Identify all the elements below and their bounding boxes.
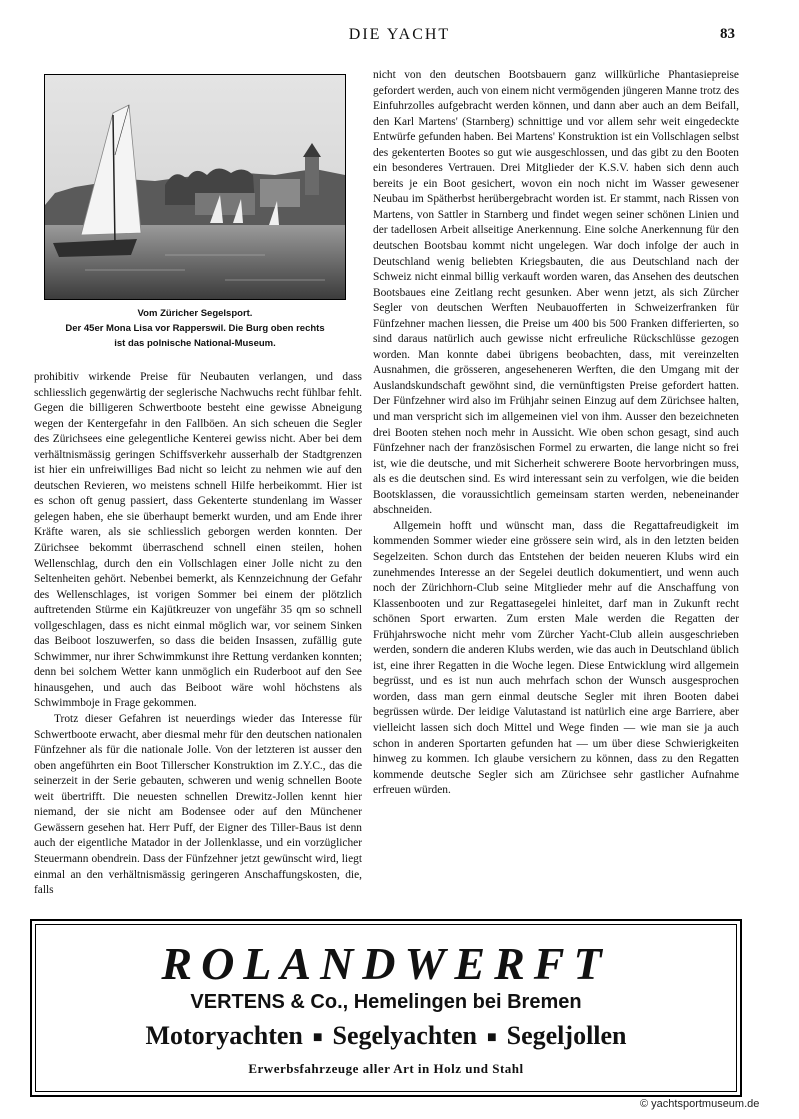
caption-text-2: ist das polnische National-Museum.	[114, 338, 276, 349]
paragraph: prohibitiv wirkende Preise für Neubauten verlangen, und dass schliesslich gegenwärtig der seglerische Nachwuchs recht fühlbar fehlt. Gegen die billigeren Schwertboote besteht eine gewisse Abneigung wegen der Kentergefahr in den Fallböen. An sich scheuen die Segler des Zürichsees eine gelegentliche Kenterei gewiss nicht. Aber bei dem verhältnismässig geringen Schiffsverkehr ausserhalb der Stadtgrenzen ist hier ein unfreiwilliges Bad nicht so leicht zu nehmen wie auf den deutschen Revieren, wo meistens schnell Hilfe herbeikommt. Hier ist es schon oft genug passiert, dass Gekenterte stundenlang im Wasser gelegen haben, ehe sie überhaupt bemerkt wurden, und am Ende ihrer Kräfte waren, als sie schliesslich geborgen werden konnten. Der Zürichsee bekommt überraschend schnell einen steilen, hohen Wellenschlag, durch den ein Vollschlagen einer Jolle nicht zu den Seltenheiten gehört. Nebenbei bemerkt, als Kennzeichnung der Gefahr des Wellenschlages, ist vorigen Sommer bei einem der plötzlich auftretenden Stürme ein Kajütkreuzer von ungefähr 35 qm so schnell vollgeschlagen, dass es nicht einmal möglich war, vor seinem Sinken das Beiboot loszuwerfen, so dass die beiden Insassen, zufällig gute Schwimmer, nur ihrer Schwimmkunst ihre Rettung verdanken konnten; denn bei solchem Wetter kann unmöglich ein Ruderboot auf den See hinausgehen, und auch das Beiboot wäre wohl höchstens als Schwimmboje in Frage gekommen.	[34, 371, 362, 710]
square-separator-icon: ■	[312, 1029, 323, 1047]
article-column-left	[34, 370, 362, 899]
ad-products	[32, 1021, 740, 1051]
ad-brand: ROLANDWERFT	[161, 938, 611, 989]
ad-product: Segeljollen	[506, 1021, 627, 1050]
photo-caption	[36, 306, 354, 351]
page-number: 83	[720, 26, 735, 42]
running-title: DIE YACHT	[348, 26, 451, 43]
paragraph: Trotz dieser Gefahren ist neuerdings wieder das Interesse für Schwertboote erwacht, aber diesmal mehr für den deutschen nationalen Fünfzehner als für die nationale Jolle. Von der letzteren ist ausser den oben angeführten ein Boot Tillerscher Konstruktion im Z.Y.C., das die seinerzeit in der Serie gebauten, schweren und wenig schnellen Boote weit übertrifft. Die neuesten schnellen Drewitz-Jollen kennt hier niemand, der sie nicht am Bodensee oder auf den Münchener Gewässern gesehen hat. Herr Puff, der Eigner des Tiller-Baus ist denn auch der eigentliche Matador in der Jollenklasse, und ein vorzüglicher Steuermann obendrein. Dass der Fünfzehner jetzt gewünscht wird, liegt einmal an den verhältnismässig geringeren Anschaffungskosten, die, falls	[34, 713, 362, 897]
sailboat-photo	[44, 74, 346, 300]
ad-product: Segelyachten	[332, 1021, 477, 1050]
paragraph: nicht von den deutschen Bootsbauern ganz willkürliche Phantasiepreise gefordert werden, auch von einem nicht vermögenden jüngeren Manne trotz des Einfuhrzolles aufgebracht werden können, und dann aber auch an dem Beifall, den Karl Martens' (Starnberg) schnittige und vor allem sehr weit eingedeckte Entwürfe gefunden haben. Bei Martens' Konstruktion ist ein Vollschlagen selbst des gekenterten Bootes so gut wie ausgeschlossen, und das gibt zu den Booten ein besonderes Vertrauen. Drei Mitglieder der K.S.V. haben sich denn auch bereits je ein Boot gesichert, wovon ein noch nicht im Wasser gewesener Neubau im Spätherbst herübergebracht worden ist. Er stammt, nach Rissen von Martens, von Sattler in Starnberg und findet wegen seiner schönen Linien und der tadellosen Arbeit allseitige Anerkennung. Eine solche Anerkennung für den deutschen Bootsbau kommt nicht ungelegen. War doch infolge der auch in Deutschland wenig beliebten Kriegsbauten, die aus Deutschland nach der Schweiz nicht einmal billig verkauft worden waren, das Ansehen des deutschen Bootsbaues eine Zeitlang recht gesunken. Aber wenn jetzt, als sich Zürcher Segler von deutschen Werften Neubauofferten in Schweizerfranken für Fünfzehner machen liessen, die Preise um 400 bis 500 Franken differierten, so sind daraus natürlich auch gewisse nicht erfreuliche Rückschlüsse gezogen worden. Man konnte dabei übrigens beobachten, dass, mit vereinzelten Ausnahmen, die grösseren, angeseheneren Werften, die den Umgang mit der Auslandskundschaft gewöhnt sind, die vernünftigsten Preise gefordert hatten. Der Fünfzehner wird also im Frühjahr seinen Einzug auf dem Zürichsee halten, und man verspricht sich im allgemeinen viel von ihm. Ausser den bezeichneten drei Booten stehen noch mehr in Aussicht. Wie oben schon gesagt, sind auch Fünfzehner nach der französischen Formel zu erwarten, die lange nicht so frei ist, wie die deutsche, und mit Sicherheit schwerere Boote hervorbringen muss, als es die deutschen sind. Es wird interessant sein zu verfolgen, wie die beiden Bootsklassen, die voraussichtlich gemeinsam starten werden, nebeneinander abschneiden.	[373, 69, 739, 517]
square-separator-icon: ■	[486, 1029, 497, 1047]
advertisement	[30, 919, 742, 1097]
caption-title: Vom Züricher Segelsport.	[137, 308, 253, 319]
paragraph: Allgemein hofft und wünscht man, dass die Regattafreudigkeit im kommenden Sommer wieder eine grössere sein wird, als in den letzten beiden Segelzeiten. Schon durch das Entstehen der beiden neueren Klubs wird ein zunehmendes Interesse an der Segelei deutlich dokumentiert, und wenn auch noch der Zürichhorn-Club seine Mitglieder mehr auf die Anschaffung von Klassenbooten und zur Regattasegelei hinleitet, darf man in Zukunft recht schönen Sport erwarten. Zum ersten Male werden die Regatten der Frühjahrswoche nicht mehr vom Zürcher Yacht-Club allein ausgeschrieben werden, sondern die anderen Klubs werden, wie das auch in Deutschland üblich ist, eine ihrer Regatten in die Woche legen. Diese Entwicklung wird allgemein begrüsst, und es ist nun auch mehrfach schon der Wunsch ausgesprochen worden, dass man gern einmal deutsche Segler mit ihren Booten dabei begrüssen würde. Der leidige Valutastand ist natürlich eine arge Barriere, aber vielleicht lassen sich doch Mittel und Wege finden — wie man sie ja auch schon in anderen Sportarten gefunden hat — um über diese Schwierigkeiten hinweg zu kommen. Ich glaube versichern zu können, dass zu den Regatten kommende deutsche Segler sich am Zürichsee sehr gastlicher Aufnahme erfreuen würden.	[373, 519, 739, 797]
caption-text-1: Der 45er Mona Lisa vor Rapperswil. Die Burg oben rechts	[65, 323, 325, 334]
ad-company: VERTENS & Co., Hemelingen bei Bremen	[190, 991, 582, 1013]
watermark: © yachtsportmuseum.de	[640, 1098, 760, 1110]
ad-tagline: Erwerbsfahrzeuge aller Art in Holz und Stahl	[248, 1061, 524, 1076]
ad-product: Motoryachten	[145, 1021, 303, 1050]
article-column-right	[373, 68, 739, 799]
